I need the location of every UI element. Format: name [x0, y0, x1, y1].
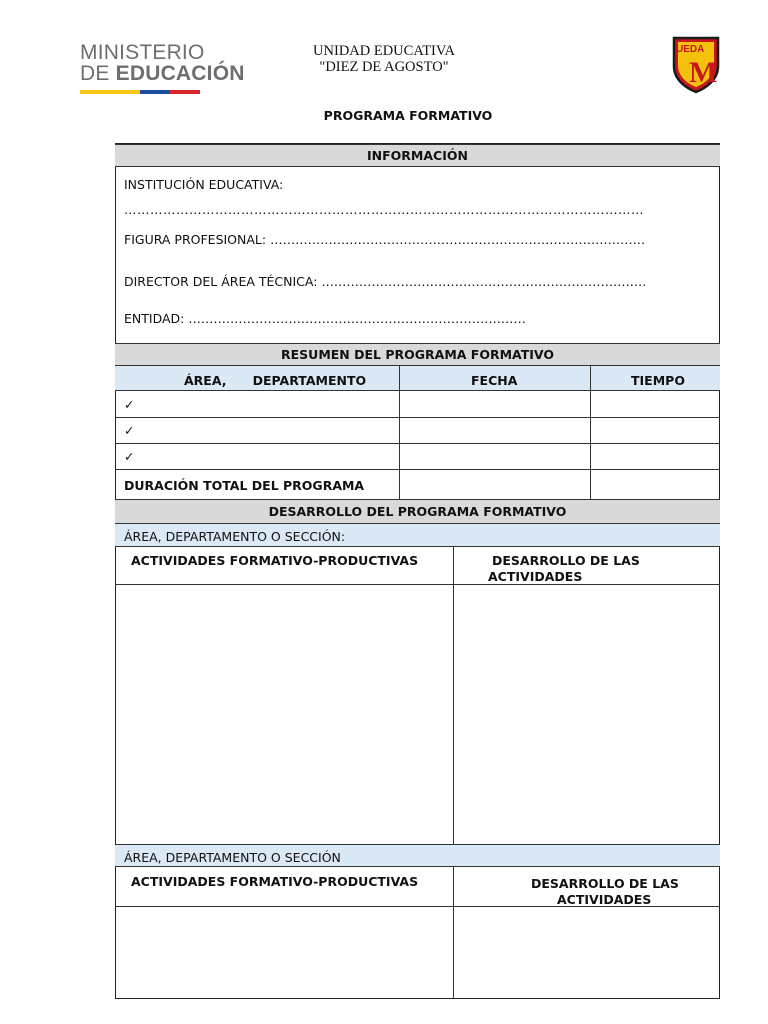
shield-text: UEDA — [676, 44, 705, 55]
seccion1-label: ÁREA, DEPARTAMENTO O SECCIÓN: — [124, 529, 346, 544]
row-divider — [115, 390, 720, 391]
form-table — [115, 143, 720, 999]
desarrollo-header: DESARROLLO DEL PROGRAMA FORMATIVO — [115, 499, 720, 524]
col-divider — [590, 366, 591, 499]
institucion-label: INSTITUCIÓN EDUCATIVA: — [124, 177, 284, 192]
row-divider — [115, 906, 720, 907]
flag-red — [170, 90, 200, 94]
school-name: UNIDAD EDUCATIVA "DIEZ DE AGOSTO" — [313, 43, 455, 75]
row-divider — [115, 443, 720, 444]
flag-bar — [80, 90, 200, 94]
shield-letter: M — [689, 56, 718, 89]
col-actividades-2: ACTIVIDADES FORMATIVO-PRODUCTIVAS — [131, 874, 419, 889]
institucion-field[interactable]: ………………………………………………………………………………………………………… — [124, 202, 644, 217]
col-divider — [399, 366, 400, 499]
entidad-field[interactable]: ENTIDAD: ……………………………………………………………………… — [124, 311, 526, 326]
flag-blue — [140, 90, 170, 94]
row-divider — [115, 469, 720, 470]
check-mark-icon: ✓ — [124, 449, 135, 464]
duracion-total-label: DURACIÓN TOTAL DEL PROGRAMA — [124, 478, 365, 493]
col-fecha: FECHA — [471, 373, 518, 388]
school-shield-icon — [672, 36, 720, 94]
figura-profesional-field[interactable]: FIGURA PROFESIONAL: ……………………………………………………………………………… — [124, 232, 646, 247]
col-desarrollo-line2: ACTIVIDADES — [488, 569, 583, 584]
col-desarrollo-line1: DESARROLLO DE LAS — [492, 553, 640, 568]
row-divider — [115, 417, 720, 418]
col-desarrollo-2-line2: ACTIVIDADES — [557, 892, 652, 907]
resumen-header: RESUMEN DEL PROGRAMA FORMATIVO — [115, 343, 720, 366]
check-mark-icon: ✓ — [124, 423, 135, 438]
col-actividades: ACTIVIDADES FORMATIVO-PRODUCTIVAS — [131, 553, 419, 568]
col-desarrollo-2-line1: DESARROLLO DE LAS — [531, 876, 679, 891]
seccion2-label: ÁREA, DEPARTAMENTO O SECCIÓN — [124, 850, 341, 865]
informacion-header: INFORMACIÓN — [115, 144, 720, 167]
ministry-line1: MINISTERIO — [80, 41, 205, 64]
col-tiempo: TIEMPO — [631, 373, 685, 388]
row-divider — [115, 584, 720, 585]
ministry-line2: DE EDUCACIÓN — [80, 62, 245, 85]
col-divider — [453, 867, 454, 998]
director-field[interactable]: DIRECTOR DEL ÁREA TÉCNICA: …………………………………………………………………… — [124, 274, 647, 289]
col-divider — [453, 547, 454, 844]
check-mark-icon: ✓ — [124, 397, 135, 412]
document-title: PROGRAMA FORMATIVO — [323, 108, 493, 123]
flag-yellow — [80, 90, 140, 94]
col-area-departamento: ÁREA, DEPARTAMENTO — [184, 373, 367, 388]
